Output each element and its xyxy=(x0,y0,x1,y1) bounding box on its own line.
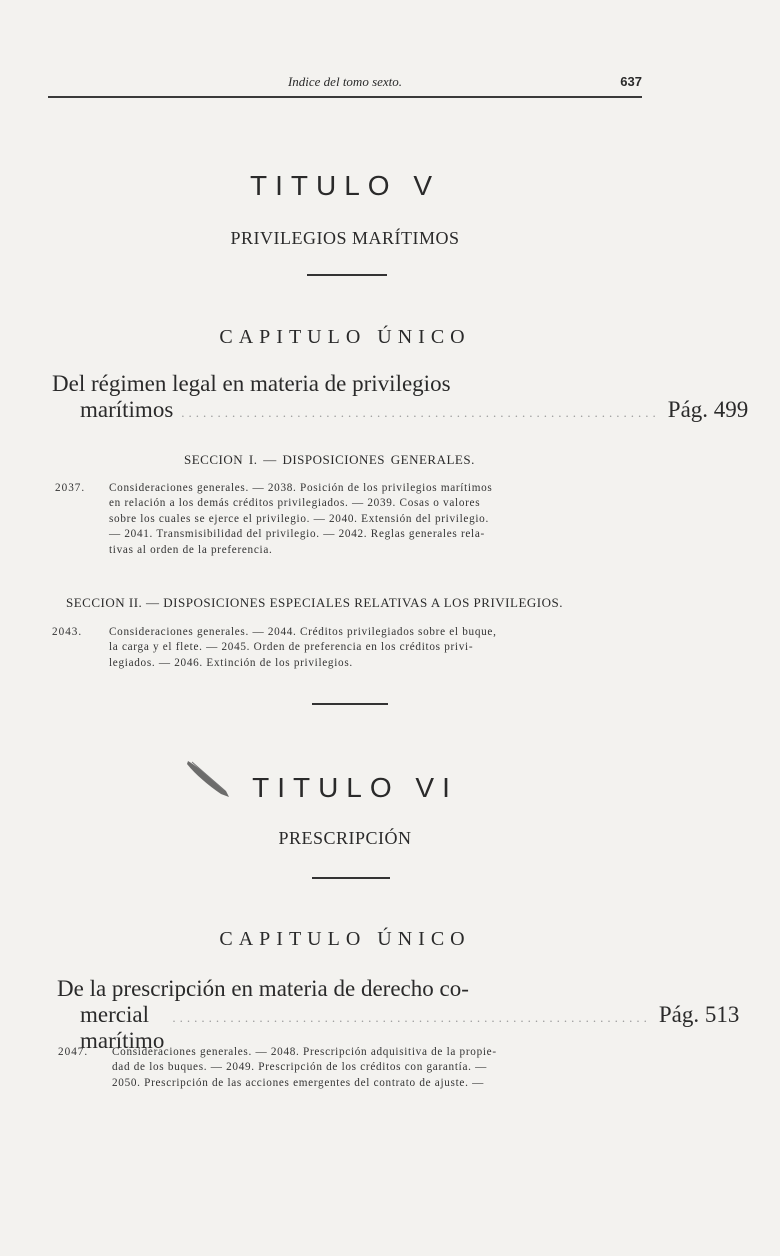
paragraph-line: legiados. — 2046. Extinción de los privilegios. xyxy=(109,656,353,669)
titulo-vi-paragraph xyxy=(58,1045,642,1091)
paragraph-line: 2050. Prescripción de las acciones emergentes del contrato de ajuste. — xyxy=(112,1076,484,1089)
titulo-v-page-ref: Pág. 499 xyxy=(667,397,749,422)
paragraph-line: tivas al orden de la preferencia. xyxy=(109,543,273,556)
paragraph-line: Consideraciones generales. — 2038. Posición de los privilegios marítimos xyxy=(109,482,493,494)
paragraph-line: en relación a los demás créditos privilegiados. — 2039. Cosas o valores xyxy=(109,497,481,510)
dot-leader: .................................................................. xyxy=(181,405,660,420)
titulo-vi-heading: De la prescripción en materia de derecho co- xyxy=(57,976,469,1001)
paragraph-line: Consideraciones generales. — 2044. Créditos privilegiados sobre el buque, xyxy=(109,626,497,638)
paragraph-number: 2047. xyxy=(58,1046,89,1058)
paragraph-line: Consideraciones generales. — 2048. Prescripción adquisitiva de la propie- xyxy=(112,1046,497,1058)
titulo-v-subtitle: PRIVILEGIOS MARÍTIMOS xyxy=(230,228,460,248)
paragraph-line: sobre los cuales se ejerce el privilegio. — 2040. Extensión del privilegio. xyxy=(109,512,489,525)
titulo-vi-page-ref: Pág. 513 xyxy=(658,1002,740,1027)
titulo-v-title: TITULO V xyxy=(249,170,440,201)
paragraph-line: la carga y el flete. — 2045. Orden de preferencia en los créditos privi- xyxy=(109,641,474,654)
section-divider xyxy=(312,703,388,705)
titulo-vi-heading-line2: mercial marítimo xyxy=(80,1002,165,1053)
section-divider xyxy=(312,877,390,879)
titulo-vi-subtitle: PRESCRIPCIÓN xyxy=(278,828,412,848)
header-rule xyxy=(48,96,642,98)
paragraph-number: 2037. xyxy=(55,482,86,494)
titulo-vi-capitulo: CAPITULO ÚNICO xyxy=(219,928,471,950)
running-title: Indice del tomo sexto. xyxy=(287,74,403,89)
section-divider xyxy=(307,274,387,276)
seccion-2-paragraph xyxy=(52,625,642,671)
paragraph-line: dad de los buques. — 2049. Prescripción de los créditos con garantía. — xyxy=(112,1061,487,1074)
dot-leader: .................................................................. xyxy=(172,1010,651,1025)
titulo-v-heading-continuation xyxy=(80,397,749,423)
running-header xyxy=(48,74,642,92)
page-number: 637 xyxy=(620,74,642,89)
titulo-v-capitulo: CAPITULO ÚNICO xyxy=(219,326,471,348)
titulo-vi-title: TITULO VI xyxy=(252,772,458,803)
paragraph-line: — 2041. Transmisibilidad del privilegio. — 2042. Reglas generales rela- xyxy=(109,528,485,541)
seccion-1-paragraph xyxy=(55,481,642,558)
paragraph-number: 2043. xyxy=(52,626,83,638)
titulo-v-heading-line2: marítimos xyxy=(80,397,174,422)
titulo-v-heading: Del régimen legal en materia de privilegios xyxy=(52,371,451,396)
seccion-2-title: SECCION II. — DISPOSICIONES ESPECIALES RELATIVAS A LOS PRIVILEGIOS. xyxy=(66,595,563,610)
seccion-1-title: SECCION I. — DISPOSICIONES GENERALES. xyxy=(184,452,475,467)
